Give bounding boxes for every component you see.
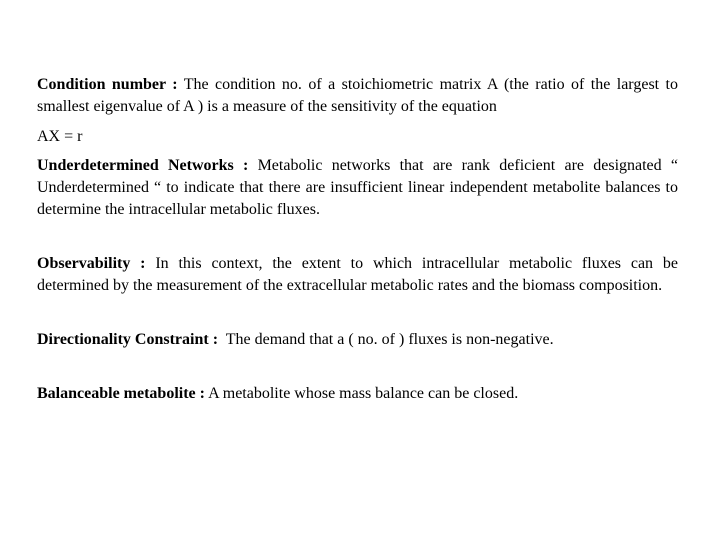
definition-text-observability: In this context, the extent to which intracellular metabolic fluxes can be determined by the measurement of the extracellular metabolic rates and the biomass composition. xyxy=(37,255,678,294)
term-underdetermined-networks: Underdetermined Networks : xyxy=(37,157,249,174)
definition-directionality-constraint xyxy=(37,329,678,351)
definition-text-balanceable-metabolite: A metabolite whose mass balance can be closed. xyxy=(204,385,519,402)
definition-observability xyxy=(37,253,678,297)
definitions-slide xyxy=(37,74,678,405)
definition-condition-number xyxy=(37,74,678,118)
definition-text-condition-number: The condition no. of a stoichiometric matrix A (the ratio of the largest to smallest eigenvalue of A ) is a measure of the sensitivity of the equation xyxy=(37,76,678,115)
term-observability: Observability : xyxy=(37,255,146,272)
equation-axr: AX = r xyxy=(37,128,83,145)
term-condition-number: Condition number : xyxy=(37,76,178,93)
term-directionality-constraint: Directionality Constraint : xyxy=(37,331,219,348)
term-balanceable-metabolite: Balanceable metabolite : xyxy=(37,385,205,402)
definition-text-underdetermined-networks: Metabolic networks that are rank deficient are designated “ Underdetermined “ to indicate that there are insufficient linear independent metabolite balances to determine the intracellular metabolic fluxes. xyxy=(37,157,679,218)
definition-text-directionality-constraint: The demand that a ( no. of ) fluxes is non-negative. xyxy=(218,331,554,348)
definition-balanceable-metabolite xyxy=(37,383,678,405)
definition-underdetermined-networks xyxy=(37,155,678,221)
